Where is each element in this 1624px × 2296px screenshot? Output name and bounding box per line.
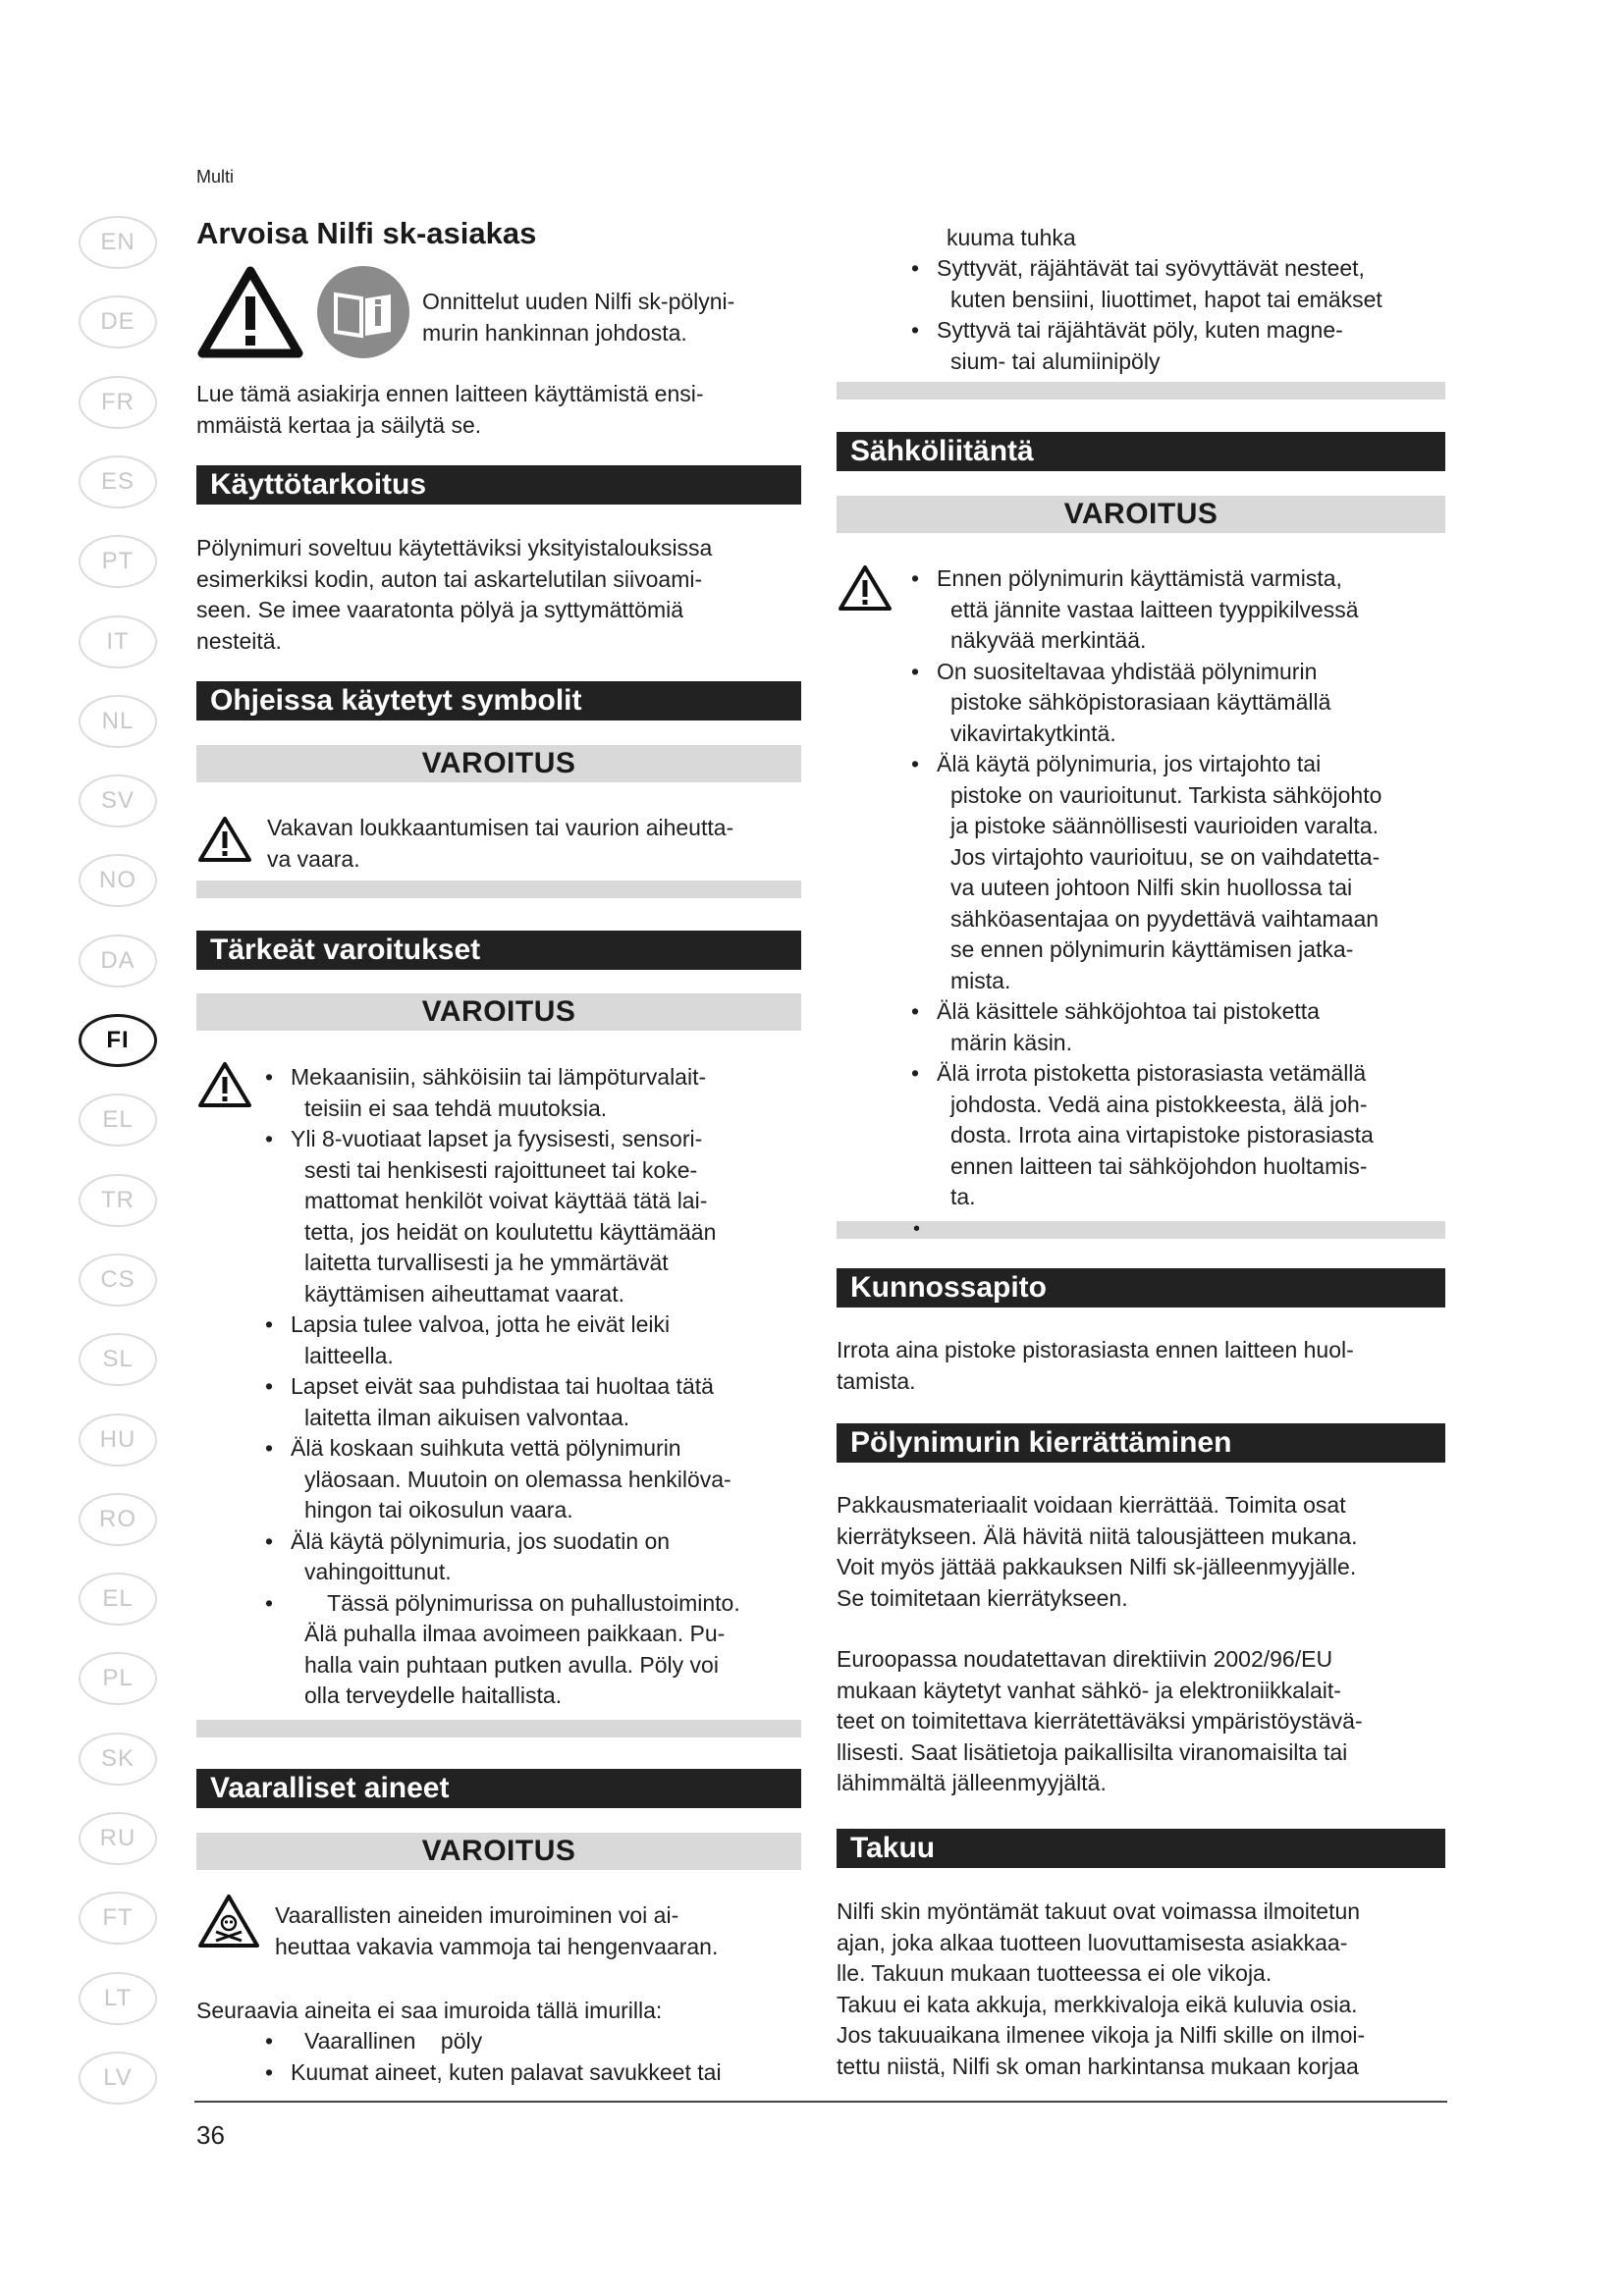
warranty-line: Jos takuuaikana ilmenee vikoja ja Nilfi skille on ilmoi-: [837, 2022, 1366, 2048]
language-tab-el[interactable]: EL: [79, 1094, 157, 1147]
list-item-line: Kuumat aineet, kuten palavat savukkeet tai: [291, 2058, 722, 2085]
section-heading-important: Tärkeät varoitukset: [196, 931, 801, 970]
language-tab-cs[interactable]: CS: [79, 1254, 157, 1307]
list-item-line: laitetta ilman aikuisen valvontaa.: [304, 1404, 630, 1430]
recycling-line: mukaan käytetyt vanhat sähkö- ja elektroniikkalait-: [837, 1677, 1341, 1703]
list-item-line: • Älä koskaan suihkuta vettä pölynimurin: [291, 1435, 681, 1461]
section-heading-recycling: Pölynimurin kierrättäminen: [837, 1423, 1445, 1463]
list-item: [911, 657, 1461, 750]
electric-warnings-list: [911, 563, 1461, 1213]
list-item-line: halla vain puhtaan putken avulla. Pöly voi: [304, 1651, 719, 1678]
warning-banner: VAROITUS: [196, 745, 801, 782]
list-item-line: dosta. Irrota aina virtapistoke pistorasiasta: [950, 1122, 1374, 1148]
list-item-line: sähköasentajaa on pyydettävä vaihtamaan: [950, 905, 1380, 932]
read-manual-icon: [316, 265, 410, 359]
list-item-line: laitetta turvallisesti ja he ymmärtävät: [304, 1250, 669, 1275]
language-tab-ro[interactable]: RO: [79, 1493, 157, 1546]
language-tab-pl[interactable]: PL: [79, 1652, 157, 1705]
warning-banner: VAROITUS: [196, 1833, 801, 1870]
list-item: [265, 2026, 815, 2057]
list-item-line: ta.: [950, 1184, 976, 1209]
list-item-line: • Yli 8-vuotiaat lapset ja fyysisesti, sensori-: [291, 1126, 703, 1151]
continued-list: [911, 253, 1461, 377]
recycling-line: lähimmältä jälleenmyyjältä.: [837, 1770, 1107, 1795]
bullet-marker: •: [913, 1218, 921, 1240]
list-item-line: yläosaan. Muutoin on olemassa henkilöva-: [304, 1466, 731, 1492]
language-tab-pt[interactable]: PT: [79, 535, 157, 588]
list-item-line: näkyvää merkintää.: [950, 627, 1147, 653]
language-tab-ru[interactable]: RU: [79, 1812, 157, 1865]
list-item-line: • Älä käytä pölynimuria, jos suodatin on: [291, 1527, 671, 1554]
toxic-hazard-icon: [196, 1893, 261, 1949]
warranty-line: Nilfi skin myöntämät takuut ovat voimassa ilmoitetun: [837, 1898, 1361, 1924]
divider: [196, 1720, 801, 1737]
language-tab-sk[interactable]: SK: [79, 1733, 157, 1786]
list-item: [265, 2057, 815, 2089]
list-item-line: käyttämisen aiheuttamat vaarat.: [304, 1280, 624, 1307]
maintenance-paragraph: [837, 1335, 1445, 1397]
maintenance-line: Irrota aina pistoke pistorasiasta ennen laitteen huol-: [837, 1337, 1354, 1362]
language-tab-fr[interactable]: FR: [79, 376, 157, 429]
list-item-line: • On suositeltavaa yhdistää pölynimurin: [937, 658, 1318, 684]
list-item-line: tetta, jos heidät on koulutettu käyttämään: [304, 1218, 717, 1245]
language-tab-el[interactable]: EL: [79, 1573, 157, 1626]
recycling-line: Se toimitetaan kierrätykseen.: [837, 1584, 1128, 1611]
list-item-line: pistoke sähköpistorasiaan käyttämällä: [950, 689, 1331, 715]
list-item-line: se ennen pölynimurin käyttämisen jatka-: [950, 936, 1354, 962]
purpose-line: esimerkiksi kodin, auton tai askartelutilan siivoami-: [196, 565, 703, 592]
purpose-line: nesteitä.: [196, 627, 282, 654]
list-item-line: ennen laitteen tai sähköjohdon huoltamis-: [950, 1152, 1368, 1179]
list-item-line: vahingoittunut.: [304, 1559, 452, 1584]
language-tab-sv[interactable]: SV: [79, 774, 157, 828]
symbol-warning-text: [267, 813, 733, 875]
hazard-warning-line: heuttaa vakavia vammoja tai hengenvaaran.: [275, 1933, 719, 1959]
language-tab-no[interactable]: NO: [79, 854, 157, 907]
language-tab-da[interactable]: DA: [79, 934, 157, 988]
list-item-line: • Älä irrota pistoketta pistorasiasta vetämällä: [937, 1060, 1367, 1086]
language-tab-fi[interactable]: FI: [79, 1014, 157, 1067]
section-heading-maintenance: Kunnossapito: [837, 1268, 1445, 1308]
list-item-line: hingon tai oikosulun vaara.: [304, 1497, 573, 1522]
section-heading-warranty: Takuu: [837, 1829, 1445, 1868]
read-line: mmäistä kertaa ja säilytä se.: [196, 411, 482, 438]
list-item-line: johdosta. Vedä aina pistokkeesta, älä joh-: [950, 1091, 1368, 1117]
list-item-line: olla terveydelle haitallista.: [304, 1682, 563, 1708]
language-tab-ft[interactable]: FT: [79, 1892, 157, 1945]
symbol-warning-line: va vaara.: [267, 845, 360, 872]
hazard-intro: Seuraavia aineita ei saa imuroida tällä imurilla:: [196, 1998, 663, 2023]
divider: [196, 881, 801, 898]
recycling-line: kierrätykseen. Älä hävitä niitä talousjätteen mukana.: [837, 1522, 1358, 1549]
list-item-line: • Syttyvät, räjähtävät tai syövyttävät nesteet,: [937, 255, 1365, 281]
hazard-warning-text: [275, 1900, 718, 1962]
list-item-line: mattomat henkilöt voivat käyttää tätä lai-: [304, 1188, 708, 1213]
purpose-line: seen. Se imee vaaratonta pölyä ja syttymättömiä: [196, 597, 684, 622]
divider: [837, 1221, 1445, 1239]
language-tab-de[interactable]: DE: [79, 295, 157, 348]
language-tab-tr[interactable]: TR: [79, 1174, 157, 1227]
list-item-line: ja pistoke säännöllisesti vaurioiden varalta.: [950, 813, 1379, 838]
recycling-line: teet on toimitettava kierrätettäväksi ympäristöystävä-: [837, 1708, 1363, 1734]
intro-line: murin hankinnan johdosta.: [422, 319, 687, 346]
list-item-line: • Älä käsittele sähköjohtoa tai pistoketta: [937, 998, 1320, 1024]
read-instruction: [196, 379, 704, 441]
list-item: [911, 749, 1461, 996]
list-item-line: • Syttyvä tai räjähtävät pöly, kuten magne-: [937, 317, 1343, 343]
warning-triangle-icon: [837, 563, 893, 613]
list-item: [911, 315, 1461, 377]
list-item: [911, 1058, 1461, 1213]
language-tab-lv[interactable]: LV: [79, 2052, 157, 2105]
recycling-line: Voit myös jättää pakkauksen Nilfi sk-jälleenmyyjälle.: [837, 1554, 1357, 1579]
list-item-line: mista.: [950, 967, 1011, 993]
recycling-line: llisesti. Saat lisätietoja paikallisilta viranomaisilta tai: [837, 1738, 1348, 1765]
warning-triangle-icon: [196, 1060, 253, 1109]
purpose-paragraph: [196, 533, 805, 657]
hazard-list: [265, 2026, 815, 2088]
warranty-line: ajan, joka alkaa tuotteen luovuttamisesta asiakkaa-: [837, 1929, 1348, 1955]
intro-line: Onnittelut uuden Nilfi sk-pölyni-: [422, 289, 735, 314]
list-item-line: Jos virtajohto vaurioituu, se on vaihdatetta-: [950, 843, 1380, 870]
warning-banner: VAROITUS: [196, 993, 801, 1031]
list-item-line: sesti tai henkisesti rajoittuneet tai koke-: [304, 1156, 698, 1183]
section-heading-electric: Sähköliitäntä: [837, 432, 1445, 471]
intro-text: [422, 287, 734, 348]
list-item-line: kuten bensiini, liuottimet, hapot tai emäkset: [950, 286, 1382, 312]
warning-triangle-icon: [196, 265, 304, 359]
language-tab-es[interactable]: ES: [79, 455, 157, 508]
warranty-line: Takuu ei kata akkuja, merkkivaloja eikä kuluvia osia.: [837, 1991, 1358, 2017]
warranty-line: tettu niistä, Nilfi sk oman harkintansa mukaan korjaa: [837, 2053, 1359, 2079]
language-tab-it[interactable]: IT: [79, 615, 157, 668]
read-line: Lue tämä asiakirja ennen laitteen käyttämistä ensi-: [196, 381, 704, 406]
section-heading-hazardous: Vaaralliset aineet: [196, 1769, 801, 1808]
list-item: [265, 1526, 815, 1588]
header-label: Multi: [196, 167, 235, 187]
list-item-line: sium- tai alumiinipöly: [950, 347, 1161, 374]
list-item-line: pistoke on vaurioitunut. Tarkista sähköjohto: [950, 781, 1382, 808]
language-tab-nl[interactable]: NL: [79, 695, 157, 748]
list-item-line: • Lapset eivät saa puhdistaa tai huoltaa tätä: [291, 1373, 714, 1399]
list-item: [265, 1309, 815, 1371]
recycling-paragraph-2: [837, 1644, 1455, 1799]
section-heading-purpose: Käyttötarkoitus: [196, 465, 801, 505]
list-item: [265, 1371, 815, 1433]
list-item-line: • Ennen pölynimurin käyttämistä varmista,: [937, 565, 1342, 591]
page-title: Arvoisa Nilfi sk-asiakas: [196, 216, 537, 250]
list-item-line: laitteella.: [304, 1342, 394, 1368]
list-item-line: märin käsin.: [950, 1029, 1072, 1055]
warning-banner: VAROITUS: [837, 496, 1445, 533]
footer-divider: [194, 2101, 1447, 2103]
symbol-warning-line: Vakavan loukkaantumisen tai vaurion aiheutta-: [267, 815, 734, 840]
language-tab-en[interactable]: EN: [79, 216, 157, 269]
list-item: [265, 1062, 815, 1124]
list-item: [265, 1433, 815, 1526]
list-item-line: vikavirtakytkintä.: [950, 720, 1116, 746]
section-heading-symbols: Ohjeissa käytetyt symbolit: [196, 681, 801, 721]
list-item-line: Vaarallinen pöly: [304, 2028, 483, 2054]
divider: [837, 382, 1445, 400]
list-item-line: • Älä käytä pölynimuria, jos virtajohto tai: [937, 751, 1322, 776]
recycling-line: Pakkausmateriaalit voidaan kierrättää. Toimita osat: [837, 1492, 1346, 1518]
maintenance-line: tamista.: [837, 1367, 916, 1394]
continued-line: kuuma tuhka: [947, 225, 1076, 250]
list-item-line: Älä puhalla ilmaa avoimeen paikkaan. Pu-: [304, 1621, 726, 1646]
list-item-line: • Mekaanisiin, sähköisiin tai lämpöturvalait-: [291, 1064, 707, 1090]
page-number: 36: [196, 2120, 225, 2150]
hazard-warning-line: Vaarallisten aineiden imuroiminen voi ai-: [275, 1902, 679, 1928]
recycling-paragraph-1: [837, 1490, 1455, 1614]
important-warnings-list: [265, 1062, 815, 1712]
list-item: [911, 253, 1461, 315]
list-item: [911, 996, 1461, 1058]
list-item: [265, 1588, 815, 1712]
list-item-line: va uuteen johtoon Nilfi skin huollossa tai: [950, 875, 1353, 900]
list-item: [911, 563, 1461, 657]
recycling-line: Euroopassa noudatettavan direktiivin 2002/96/EU: [837, 1646, 1333, 1672]
list-item-line: että jännite vastaa laitteen tyyppikilvessä: [950, 596, 1359, 622]
purpose-line: Pölynimuri soveltuu käytettäviksi yksityistalouksissa: [196, 535, 713, 561]
language-tab-lt[interactable]: LT: [79, 1972, 157, 2025]
list-item-line: teisiin ei saa tehdä muutoksia.: [304, 1095, 608, 1121]
warranty-line: lle. Takuun mukaan tuotteessa ei ole vikoja.: [837, 1960, 1272, 1986]
language-tab-hu[interactable]: HU: [79, 1414, 157, 1467]
language-tab-sl[interactable]: SL: [79, 1333, 157, 1386]
list-item-line: • Lapsia tulee valvoa, jotta he eivät leiki: [291, 1311, 671, 1337]
list-item: [265, 1124, 815, 1309]
warranty-paragraph: [837, 1896, 1455, 2082]
warning-triangle-icon: [196, 815, 253, 864]
list-item-line: • Tässä pölynimurissa on puhallustoiminto.: [302, 1589, 740, 1616]
